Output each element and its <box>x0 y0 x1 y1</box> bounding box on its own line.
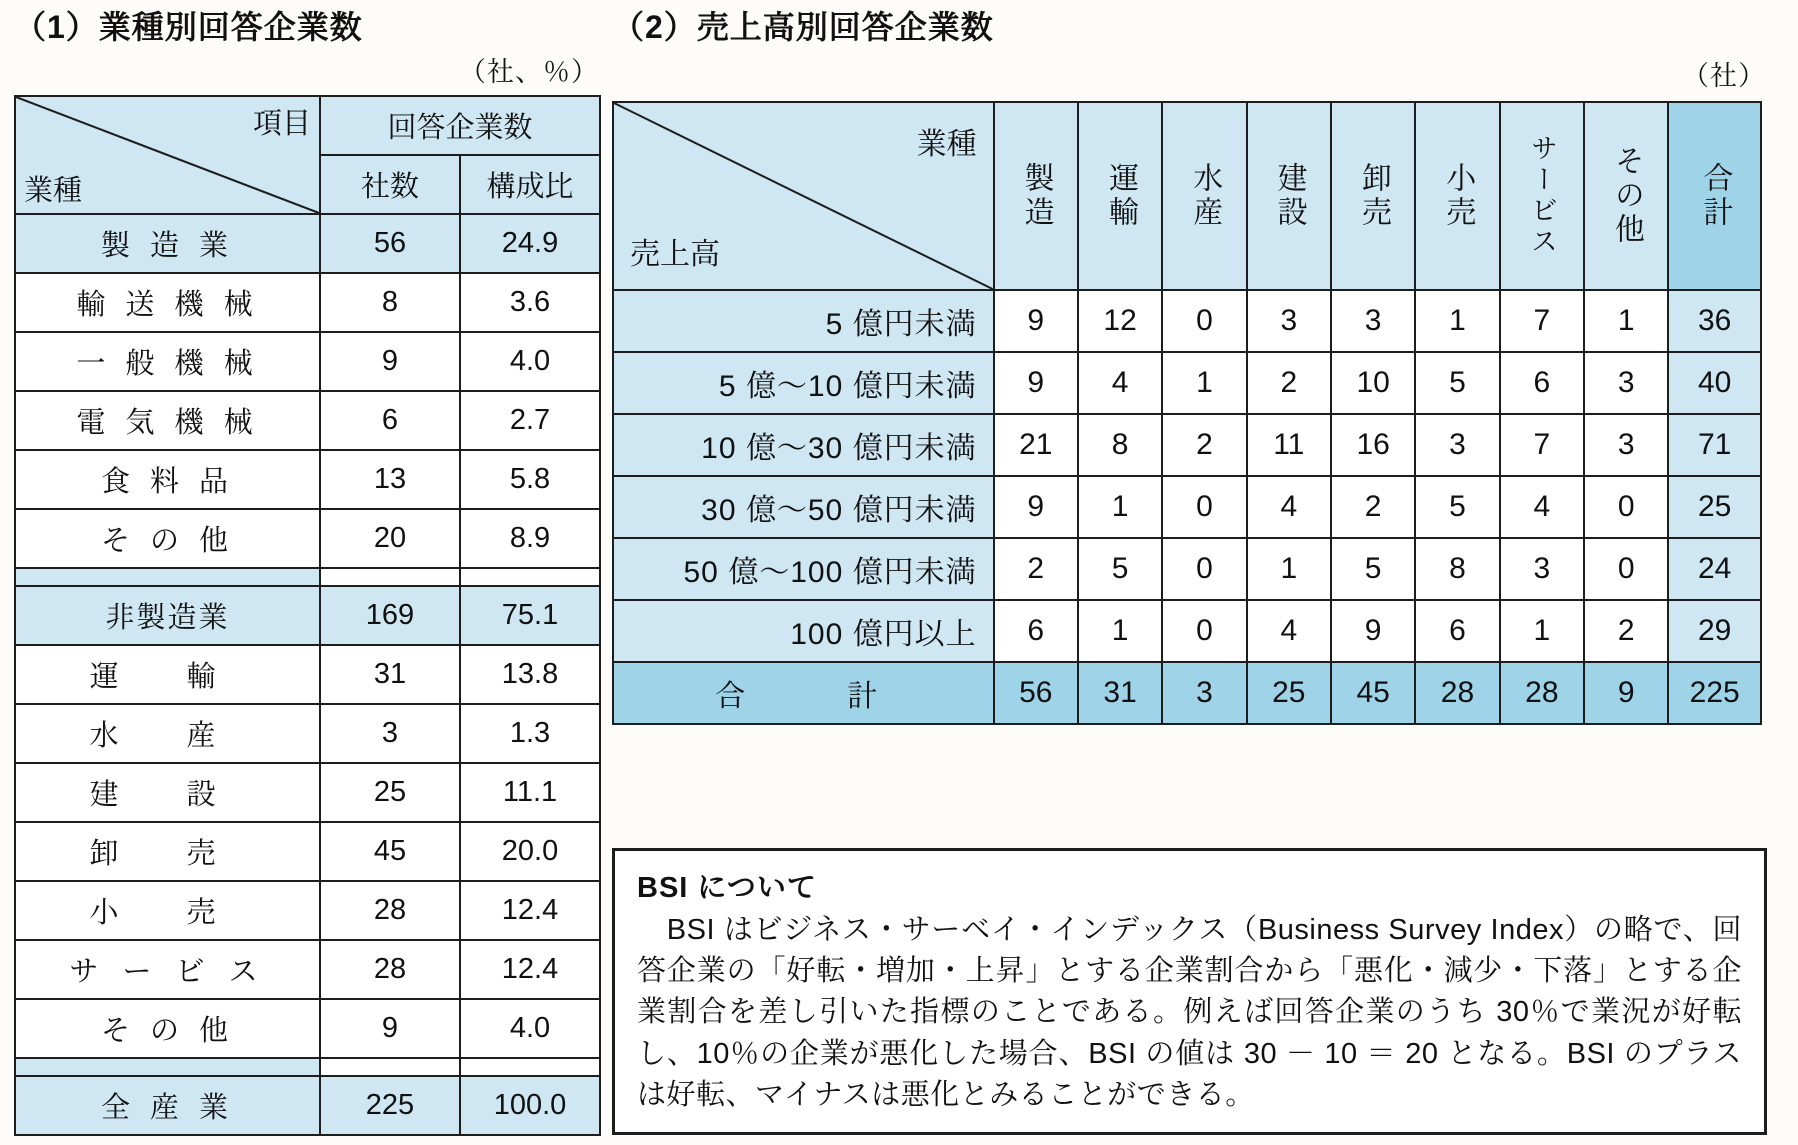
table2-cell: 9 <box>994 352 1078 414</box>
table2-col-header-label: 製造 <box>1019 162 1053 231</box>
table2-cell: 5 <box>1078 538 1162 600</box>
table2-cell: 3 <box>1584 414 1668 476</box>
table2-cell: 8 <box>1415 538 1499 600</box>
table2-total-cell: 25 <box>1247 662 1331 724</box>
table2-cell: 0 <box>1584 476 1668 538</box>
spacer-cell <box>15 568 320 586</box>
table1-row-share: 5.8 <box>460 450 600 509</box>
table1-header-group: 回答企業数 <box>320 96 600 155</box>
table2-cell: 3 <box>1415 414 1499 476</box>
table2-total-cell: 28 <box>1500 662 1584 724</box>
table1 <box>14 95 601 1136</box>
table2-cell: 6 <box>1500 352 1584 414</box>
table1-row-label: 運 輸 <box>15 645 320 704</box>
table-row <box>613 352 1761 414</box>
table-row <box>15 881 600 940</box>
table1-row-share: 3.6 <box>460 273 600 332</box>
table2-cell: 0 <box>1162 476 1246 538</box>
table1-row-label: 輸 送 機 械 <box>15 273 320 332</box>
table1-row-label: サ ー ビ ス <box>15 940 320 999</box>
table2-col-header-label: 水産 <box>1188 162 1222 231</box>
table1-row-share: 12.4 <box>460 940 600 999</box>
table-row <box>613 600 1761 662</box>
table2-total-label: 合 計 <box>613 662 994 724</box>
table1-row-label: そ の 他 <box>15 999 320 1058</box>
table-row <box>15 940 600 999</box>
table1-row-share: 12.4 <box>460 881 600 940</box>
table1-spacer-row <box>15 1058 600 1076</box>
table2-col-header-label: 建設 <box>1272 162 1306 231</box>
table-row <box>613 538 1761 600</box>
table2-cell: 16 <box>1331 414 1415 476</box>
spacer-cell <box>320 568 460 586</box>
table2-cell: 1 <box>1078 476 1162 538</box>
table2-cell: 1 <box>1415 290 1499 352</box>
table2-total-row <box>613 662 1761 724</box>
table-row <box>15 214 600 273</box>
table1-row-label: 卸 売 <box>15 822 320 881</box>
table2-corner-cell <box>613 102 994 290</box>
table-row <box>613 290 1761 352</box>
spacer-cell <box>15 1058 320 1076</box>
spacer-cell <box>460 1058 600 1076</box>
table1-unit: （社、％） <box>459 57 599 88</box>
table1-row-count: 31 <box>320 645 460 704</box>
table2-unit: （社） <box>1682 61 1766 92</box>
table-row <box>15 645 600 704</box>
table1-row-count: 13 <box>320 450 460 509</box>
table2-col-header <box>994 102 1078 290</box>
table2-cell: 0 <box>1162 290 1246 352</box>
table1-spacer-row <box>15 568 600 586</box>
table2-cell: 2 <box>1584 600 1668 662</box>
table1-row-count: 25 <box>320 763 460 822</box>
table2-total-cell: 28 <box>1415 662 1499 724</box>
table2-cell: 9 <box>994 290 1078 352</box>
table-row <box>15 822 600 881</box>
table1-row-label: 小 売 <box>15 881 320 940</box>
table2-cell: 12 <box>1078 290 1162 352</box>
table2-cell: 0 <box>1162 538 1246 600</box>
table2-cell: 3 <box>1584 352 1668 414</box>
bsi-note-body: BSI はビジネス・サーベイ・インデックス（Business Survey Index）の略で、回答企業の「好転・増加・上昇」とする企業割合から「悪化・減少・下落」とする企業割合を差し引いた指標のことである。例えば回答企業のうち 30％で業況が好転し、10％の企業が悪化した場合、BSI の値は 30 － 10 ＝ 20 となる。BSI のプラスは好転、マイナスは悪化とみることができる。 <box>637 914 1742 1111</box>
table2-row-label: 30 億〜50 億円未満 <box>613 476 994 538</box>
table2-cell: 4 <box>1078 352 1162 414</box>
table2-total-cell: 3 <box>1162 662 1246 724</box>
table-row <box>15 999 600 1058</box>
table-row <box>15 273 600 332</box>
table2-row-label: 5 億円未満 <box>613 290 994 352</box>
table2-title: （2）売上高別回答企業数 <box>612 9 994 45</box>
table1-header-row-1 <box>15 96 600 155</box>
table1-row-count: 56 <box>320 214 460 273</box>
table1-corner-top-label: 項目 <box>252 108 311 141</box>
table1-row-count: 20 <box>320 509 460 568</box>
table2-col-header <box>1162 102 1246 290</box>
table1-row-share: 4.0 <box>460 332 600 391</box>
table-row <box>15 509 600 568</box>
table2-cell: 3 <box>1500 538 1584 600</box>
table2-col-header <box>1331 102 1415 290</box>
table2-row-label: 10 億〜30 億円未満 <box>613 414 994 476</box>
table1-row-count: 8 <box>320 273 460 332</box>
table2-cell-total: 25 <box>1668 476 1761 538</box>
table1-row-label: 製 造 業 <box>15 214 320 273</box>
table2-cell: 5 <box>1415 476 1499 538</box>
table2-total-cell: 9 <box>1584 662 1668 724</box>
table1-row-label: そ の 他 <box>15 509 320 568</box>
bsi-note-box <box>612 848 1767 1135</box>
table2-cell: 8 <box>1078 414 1162 476</box>
table2-cell: 9 <box>1331 600 1415 662</box>
table2-col-header <box>1078 102 1162 290</box>
table1-row-count: 6 <box>320 391 460 450</box>
table2-col-header-label: 運輸 <box>1103 162 1137 231</box>
spacer-cell <box>320 1058 460 1076</box>
table2-cell-total: 71 <box>1668 414 1761 476</box>
table-row <box>15 450 600 509</box>
table2-cell-total: 29 <box>1668 600 1761 662</box>
table1-header-count: 社数 <box>320 155 460 214</box>
table1-row-count: 9 <box>320 999 460 1058</box>
table2-cell: 11 <box>1247 414 1331 476</box>
table2-total-cell: 45 <box>1331 662 1415 724</box>
table2-col-header <box>1584 102 1668 290</box>
table1-row-share: 4.0 <box>460 999 600 1058</box>
table2-cell: 0 <box>1162 600 1246 662</box>
table1-row-count: 28 <box>320 881 460 940</box>
table-row <box>613 476 1761 538</box>
table1-row-share: 1.3 <box>460 704 600 763</box>
table2-cell: 2 <box>1162 414 1246 476</box>
table1-row-share: 100.0 <box>460 1076 600 1135</box>
bsi-note-heading: BSI について <box>637 872 817 904</box>
table1-row-share: 11.1 <box>460 763 600 822</box>
table-row <box>15 391 600 450</box>
table2-cell: 1 <box>1500 600 1584 662</box>
table1-row-count: 45 <box>320 822 460 881</box>
table2-cell: 5 <box>1415 352 1499 414</box>
table2-cell: 2 <box>994 538 1078 600</box>
table2-cell: 7 <box>1500 290 1584 352</box>
table2-cell: 10 <box>1331 352 1415 414</box>
table1-row-label: 非製造業 <box>15 586 320 645</box>
table1-corner-bottom-label: 業種 <box>24 175 83 208</box>
table1-row-share: 2.7 <box>460 391 600 450</box>
table1-row-label: 電 気 機 械 <box>15 391 320 450</box>
table1-row-label: 一 般 機 械 <box>15 332 320 391</box>
table2-cell: 6 <box>1415 600 1499 662</box>
table2-cell: 4 <box>1247 600 1331 662</box>
table2-col-header-label: 小売 <box>1441 162 1475 231</box>
table2-cell: 1 <box>1162 352 1246 414</box>
table1-row-share: 8.9 <box>460 509 600 568</box>
table1-title: （1）業種別回答企業数 <box>14 9 363 45</box>
table2-cell-total: 24 <box>1668 538 1761 600</box>
table2-cell: 6 <box>994 600 1078 662</box>
table2-corner-bottom-label: 売上高 <box>630 238 720 272</box>
table-row <box>15 704 600 763</box>
table2-total-cell: 31 <box>1078 662 1162 724</box>
table2-grand-total: 225 <box>1668 662 1761 724</box>
table2-cell: 3 <box>1247 290 1331 352</box>
table2-col-header-label: サービス <box>1527 134 1557 259</box>
table2-col-header <box>1500 102 1584 290</box>
table1-row-share: 20.0 <box>460 822 600 881</box>
table2-cell: 1 <box>1584 290 1668 352</box>
table2-cell: 1 <box>1247 538 1331 600</box>
table2-col-header-label: 卸売 <box>1356 162 1390 231</box>
table2-cell-total: 40 <box>1668 352 1761 414</box>
table2-cell: 2 <box>1331 476 1415 538</box>
table-row <box>15 586 600 645</box>
table1-corner-cell <box>15 96 320 214</box>
table2-corner-top-label: 業種 <box>916 128 977 162</box>
table2-cell: 3 <box>1331 290 1415 352</box>
table1-row-count: 225 <box>320 1076 460 1135</box>
table2-cell: 0 <box>1584 538 1668 600</box>
spacer-cell <box>460 568 600 586</box>
section-sales-table <box>612 0 1792 725</box>
section-industry-table <box>14 0 599 1136</box>
table2-col-header-total <box>1668 102 1761 290</box>
table2-col-header <box>1247 102 1331 290</box>
table2-col-header <box>1415 102 1499 290</box>
table-row <box>15 763 600 822</box>
table1-row-count: 3 <box>320 704 460 763</box>
table2-cell: 4 <box>1500 476 1584 538</box>
table1-row-label: 水 産 <box>15 704 320 763</box>
table2-col-header-label: その他 <box>1609 145 1643 248</box>
table2-row-label: 100 億円以上 <box>613 600 994 662</box>
table1-row-label: 建 設 <box>15 763 320 822</box>
table1-row-count: 9 <box>320 332 460 391</box>
table2-col-header-label: 合計 <box>1698 162 1732 231</box>
table2-cell: 1 <box>1078 600 1162 662</box>
table1-total-row <box>15 1076 600 1135</box>
table1-row-label: 食 料 品 <box>15 450 320 509</box>
table2-cell: 7 <box>1500 414 1584 476</box>
table2-header-row <box>613 102 1761 290</box>
table1-row-label: 全 産 業 <box>15 1076 320 1135</box>
table2-cell-total: 36 <box>1668 290 1761 352</box>
table1-row-share: 24.9 <box>460 214 600 273</box>
table2-cell: 4 <box>1247 476 1331 538</box>
table-row <box>613 414 1761 476</box>
table-row <box>15 332 600 391</box>
table2-cell: 9 <box>994 476 1078 538</box>
table2 <box>612 101 1762 725</box>
table2-cell: 5 <box>1331 538 1415 600</box>
table2-cell: 21 <box>994 414 1078 476</box>
table1-row-share: 75.1 <box>460 586 600 645</box>
table2-cell: 2 <box>1247 352 1331 414</box>
table1-header-share: 構成比 <box>460 155 600 214</box>
table1-row-count: 169 <box>320 586 460 645</box>
table1-row-count: 28 <box>320 940 460 999</box>
table2-total-cell: 56 <box>994 662 1078 724</box>
table1-row-share: 13.8 <box>460 645 600 704</box>
table2-row-label: 50 億〜100 億円未満 <box>613 538 994 600</box>
table2-row-label: 5 億〜10 億円未満 <box>613 352 994 414</box>
